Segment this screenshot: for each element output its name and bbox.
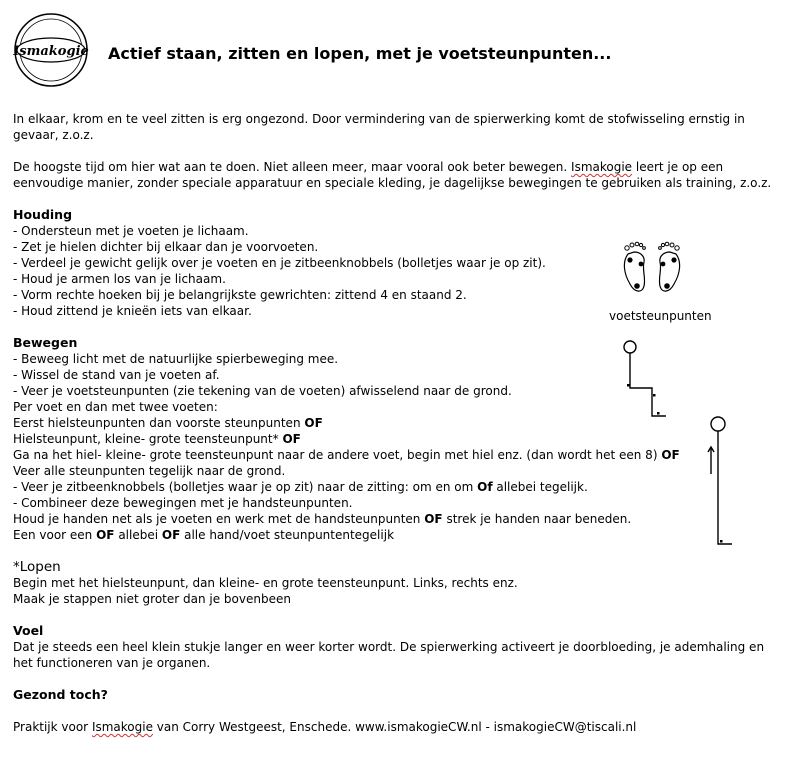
bewegen-line: Hielsteunpunt, kleine- grote teensteunpunt* OF — [13, 432, 301, 446]
lopen-line: Maak je stappen niet groter dan je bovenbeen — [13, 592, 291, 606]
bewegen-line: - Veer je voetsteunpunten (zie tekening van de voeten) afwisselend naar de grond. — [13, 384, 512, 398]
closing-question: Gezond toch? — [13, 687, 108, 702]
page-title: Actief staan, zitten en lopen, met je voetsteunpunten... — [108, 44, 612, 63]
heading-voel: Voel — [13, 623, 44, 638]
houding-item: - Verdeel je gewicht gelijk over je voeten en je zitbeenknobbels (bolletjes waar je op zit). — [13, 256, 546, 270]
logo-text: Ismakogie — [13, 44, 89, 59]
brand-word: Ismakogie — [571, 160, 633, 174]
heading-bewegen: Bewegen — [13, 335, 78, 350]
houding-item: - Ondersteun met je voeten je lichaam. — [13, 224, 249, 238]
document-body — [13, 111, 783, 735]
heading-houding: Houding — [13, 207, 73, 222]
bewegen-line: - Veer je zitbeenknobbels (bolletjes waar je op zit) naar de zitting: om en om Of allebei tegelijk. — [13, 480, 588, 494]
bewegen-line: Ga na het hiel- kleine- grote teensteunpunt naar de andere voet, begin met hiel enz. (dan wordt het een 8) OF — [13, 448, 680, 462]
bewegen-line: Een voor een OF allebei OF alle hand/voet steunpuntentegelijk — [13, 528, 395, 542]
heading-lopen: *Lopen — [13, 559, 61, 575]
feet-illustration — [614, 240, 694, 298]
bewegen-line: Per voet en dan met twee voeten: — [13, 400, 218, 414]
brand-word: Ismakogie — [91, 720, 153, 734]
bewegen-line: Veer alle steunpunten tegelijk naar de grond. — [13, 464, 286, 478]
bewegen-line: Eerst hielsteunpunten dan voorste steunpunten OF — [13, 416, 323, 430]
houding-item: - Vorm rechte hoeken bij je belangrijkste gewrichten: zittend 4 en staand 2. — [13, 288, 467, 302]
bewegen-line: - Wissel de stand van je voeten af. — [13, 368, 220, 382]
standing-figure-illustration — [702, 414, 736, 552]
houding-item: - Zet je hielen dichter bij elkaar dan je voorvoeten. — [13, 240, 319, 254]
bewegen-line: Houd je handen net als je voeten en werk met de handsteunpunten OF strek je handen naar beneden. — [13, 512, 632, 526]
sitting-figure-illustration — [616, 338, 672, 422]
houding-item: - Houd je armen los van je lichaam. — [13, 272, 226, 286]
intro-paragraph-1: In elkaar, krom en te veel zitten is erg ongezond. Door vermindering van de spierwerking komt de stofwisseling ernstig in gevaar, z.o.z. — [13, 112, 745, 142]
bewegen-line: - Combineer deze bewegingen met je handsteunpunten. — [13, 496, 353, 510]
voel-text: Dat je steeds een heel klein stukje langer en weer korter wordt. De spierwerking activeert je doorbloeding, je ademhaling en het functioneren van je organen. — [13, 640, 765, 670]
footer-contact: Praktijk voor Ismakogie van Corry Westgeest, Enschede. www.ismakogieCW.nl - ismakogieCW@tiscali.nl — [13, 720, 637, 734]
feet-caption: voetsteunpunten — [609, 309, 712, 323]
ismakogie-logo — [13, 12, 89, 88]
intro-paragraph-2: De hoogste tijd om hier wat aan te doen. Niet alleen meer, maar vooral ook beter bewegen. Ismakogie leert je op een eenvoudige manier, zonder speciale apparatuur en speciale kleding, je dagelijkse bewegingen te gebruiken als training, z.o.z. — [13, 160, 772, 190]
lopen-line: Begin met het hielsteunpunt, dan kleine- en grote teensteunpunt. Links, rechts enz. — [13, 576, 518, 590]
houding-item: - Houd zittend je knieën iets van elkaar. — [13, 304, 252, 318]
bewegen-line: - Beweeg licht met de natuurlijke spierbeweging mee. — [13, 352, 339, 366]
